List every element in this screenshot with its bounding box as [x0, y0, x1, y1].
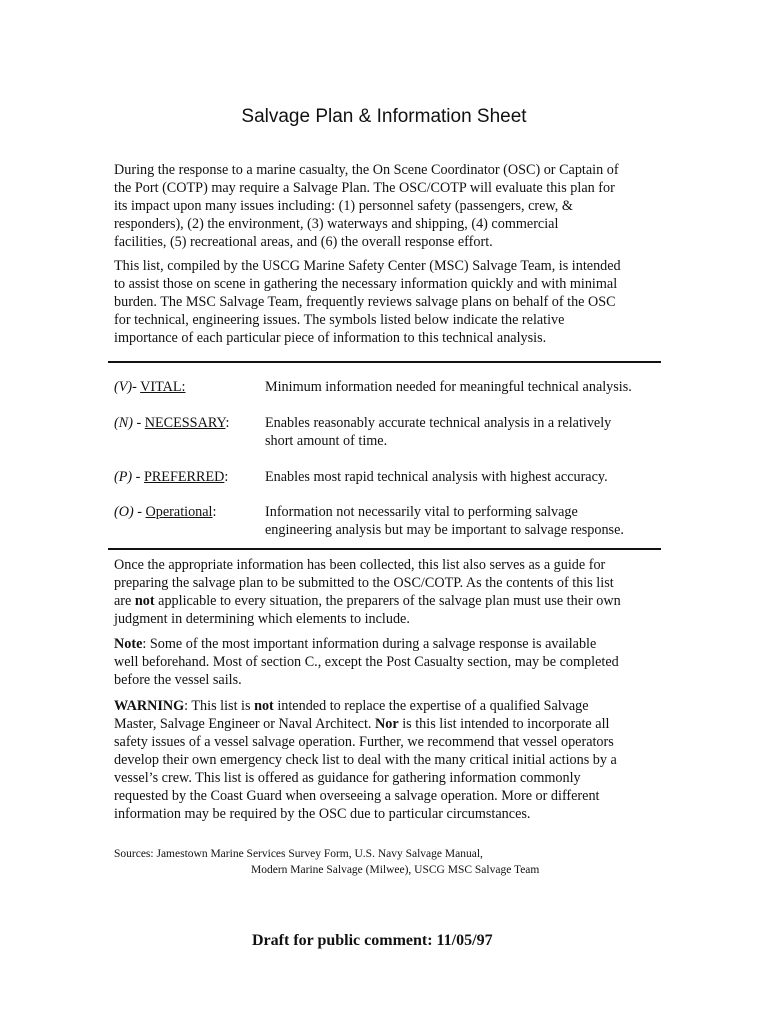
legend-term: (V)- VITAL:	[114, 379, 186, 395]
sources-line: Modern Marine Salvage (Milwee), USCG MSC Salvage Team	[251, 864, 540, 876]
warning-paragraph	[114, 697, 680, 823]
text-line: Note: Some of the most important information during a salvage response is available	[114, 636, 597, 652]
text-line: WARNING: This list is not intended to replace the expertise of a qualified Salvage	[114, 698, 589, 714]
text-line: to assist those on scene in gathering the necessary information quickly and with minimal	[114, 276, 618, 292]
page-title: Salvage Plan & Information Sheet	[241, 106, 527, 127]
divider-bottom	[108, 548, 661, 550]
legend-definition: Information not necessarily vital to performing salvage engineering analysis but may be important to salvage response.	[265, 504, 624, 538]
draft-footer: Draft for public comment: 11/05/97	[252, 932, 493, 949]
text-line: preparing the salvage plan to be submitted to the OSC/COTP. As the contents of this list	[114, 575, 614, 591]
text-line: vessel’s crew. This list is offered as guidance for gathering information commonly	[114, 770, 581, 786]
text-line: requested by the Coast Guard when overseeing a salvage operation. More or different	[114, 788, 600, 804]
sources-citation	[114, 846, 539, 878]
text-line: information may be required by the OSC due to particular circumstances.	[114, 806, 531, 822]
text-line: judgment in determining which elements to include.	[114, 611, 410, 627]
text-line: the Port (COTP) may require a Salvage Plan. The OSC/COTP will evaluate this plan for	[114, 180, 615, 196]
legend-definition: Enables most rapid technical analysis with highest accuracy.	[265, 469, 608, 485]
text-line: Once the appropriate information has been collected, this list also serves as a guide for	[114, 557, 606, 573]
legend-term: (O) - Operational:	[114, 504, 217, 520]
text-line: importance of each particular piece of information to this technical analysis.	[114, 330, 547, 346]
note-label: Note	[114, 636, 143, 652]
text-line: facilities, (5) recreational areas, and (6) the overall response effort.	[114, 234, 493, 250]
text-line: responders), (2) the environment, (3) waterways and shipping, (4) commercial	[114, 216, 559, 232]
warning-label: WARNING	[114, 698, 185, 714]
legend-definition: Minimum information needed for meaningful technical analysis.	[265, 379, 632, 395]
intro-paragraph-2	[114, 257, 680, 347]
text-line: This list, compiled by the USCG Marine Safety Center (MSC) Salvage Team, is intended	[114, 258, 621, 274]
text-line: well beforehand. Most of section C., except the Post Casualty section, may be completed	[114, 654, 619, 670]
text-line: are not applicable to every situation, the preparers of the salvage plan must use their own	[114, 593, 621, 609]
text-line: develop their own emergency check list to deal with the many critical initial actions by a	[114, 752, 617, 768]
text-line: before the vessel sails.	[114, 672, 242, 688]
legend-term: (N) - NECESSARY:	[114, 415, 230, 431]
legend-definition: Enables reasonably accurate technical analysis in a relatively short amount of time.	[265, 415, 612, 449]
note-paragraph	[114, 635, 680, 689]
text-line: During the response to a marine casualty, the On Scene Coordinator (OSC) or Captain of	[114, 162, 619, 178]
sources-line: Sources: Jamestown Marine Services Survey Form, U.S. Navy Salvage Manual,	[114, 848, 483, 860]
text-line: for technical, engineering issues. The symbols listed below indicate the relative	[114, 312, 565, 328]
guide-paragraph	[114, 556, 680, 628]
divider-top	[108, 361, 661, 363]
text-line: safety issues of a vessel salvage operation. Further, we recommend that vessel operators	[114, 734, 614, 750]
intro-paragraph-1	[114, 161, 680, 251]
legend-term: (P) - PREFERRED:	[114, 469, 229, 485]
text-line: its impact upon many issues including: (1) personnel safety (passengers, crew, &	[114, 198, 573, 214]
text-line: burden. The MSC Salvage Team, frequently reviews salvage plans on behalf of the OSC	[114, 294, 616, 310]
text-line: Master, Salvage Engineer or Naval Architect. Nor is this list intended to incorporate all	[114, 716, 610, 732]
